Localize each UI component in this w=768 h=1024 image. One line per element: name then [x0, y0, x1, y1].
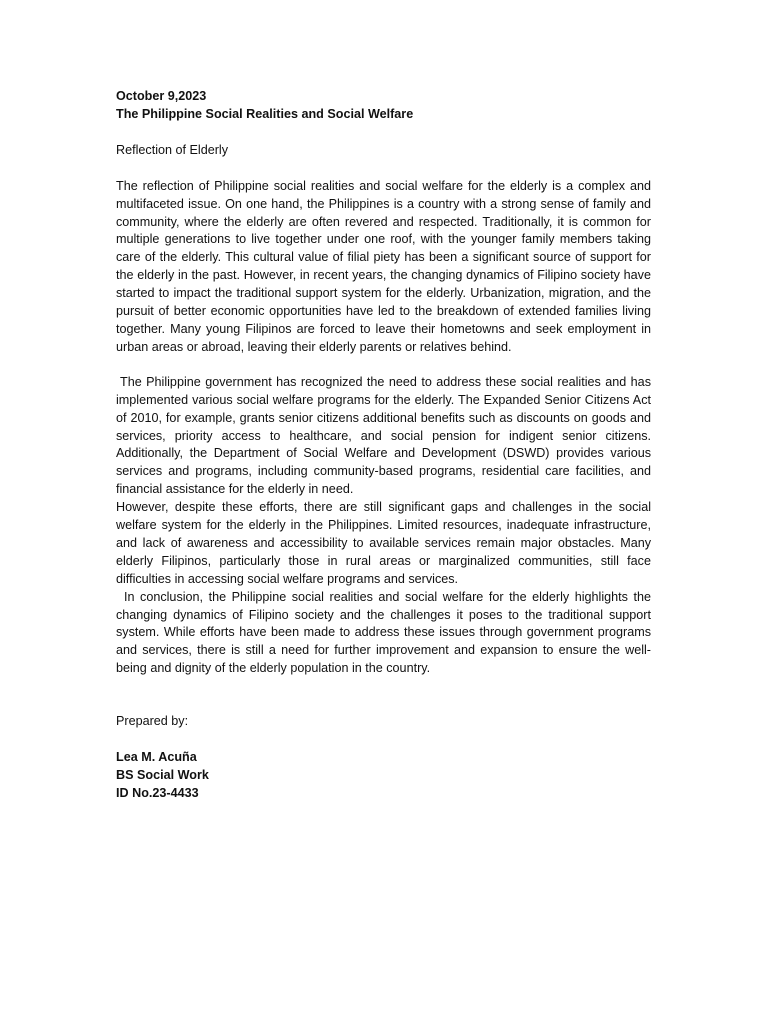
document-page [116, 88, 651, 803]
author-program: BS Social Work [116, 768, 209, 782]
body-paragraph-4: In conclusion, the Philippine social realities and social welfare for the elderly highlights the changing dynamics of Filipino society and the challenges it poses to the traditional support system. While efforts have been made to address these issues through government programs and services, there is still a need for further improvement and expansion to ensure the well-being and dignity of the elderly population in the country. [116, 589, 651, 676]
document-date: October 9,2023 [116, 89, 207, 103]
document-title: The Philippine Social Realities and Social Welfare [116, 106, 414, 121]
spacer [116, 357, 651, 374]
body-paragraph-3: However, despite these efforts, there are still significant gaps and challenges in the social welfare system for the elderly in the Philippines. Limited resources, inadequate infrastructure, and lack of awareness and accessibility to available services remain major obstacles. Many elderly Filipinos, particularly those in rural areas or marginalized communities, still face difficulties in accessing social welfare programs and services. [116, 500, 651, 586]
body-paragraph-1: The reflection of Philippine social realities and social welfare for the elderly is a complex and multifaceted issue. On one hand, the Philippines is a country with a strong sense of family and community, where the elderly are often revered and respected. Traditionally, it is common for multiple generations to live together under one roof, with the younger family members taking care of the elderly. This cultural value of filial piety has been a significant source of support for the elderly in the past. However, in recent years, the changing dynamics of Filipino society have started to impact the traditional support system for the elderly. Urbanization, migration, and the pursuit of better economic opportunities have led to the breakdown of extended families living together. Many young Filipinos are forced to leave their hometowns and seek employment in urban areas or abroad, leaving their elderly parents or relatives behind. [116, 178, 651, 354]
prepared-by-label: Prepared by: [116, 714, 189, 729]
spacer [116, 678, 651, 713]
author-name: Lea M. Acuña [116, 750, 197, 765]
body-paragraph-2: The Philippine government has recognized the need to address these social realities and has implemented various social welfare programs for the elderly. The Expanded Senior Citizens Act of 2010, for example, grants senior citizens additional benefits such as discounts on goods and services, priority access to healthcare, and social pension for indigent senior citizens. Additionally, the Department of Social Welfare and Development (DSWD) provides various services and programs, including community-based programs, residential care facilities, and financial assistance for the elderly in need. [116, 374, 651, 497]
spacer [116, 124, 651, 142]
spacer [116, 731, 651, 749]
author-id-number: ID No.23-4433 [116, 785, 199, 800]
document-subtitle: Reflection of Elderly [116, 142, 228, 157]
spacer [116, 160, 651, 178]
